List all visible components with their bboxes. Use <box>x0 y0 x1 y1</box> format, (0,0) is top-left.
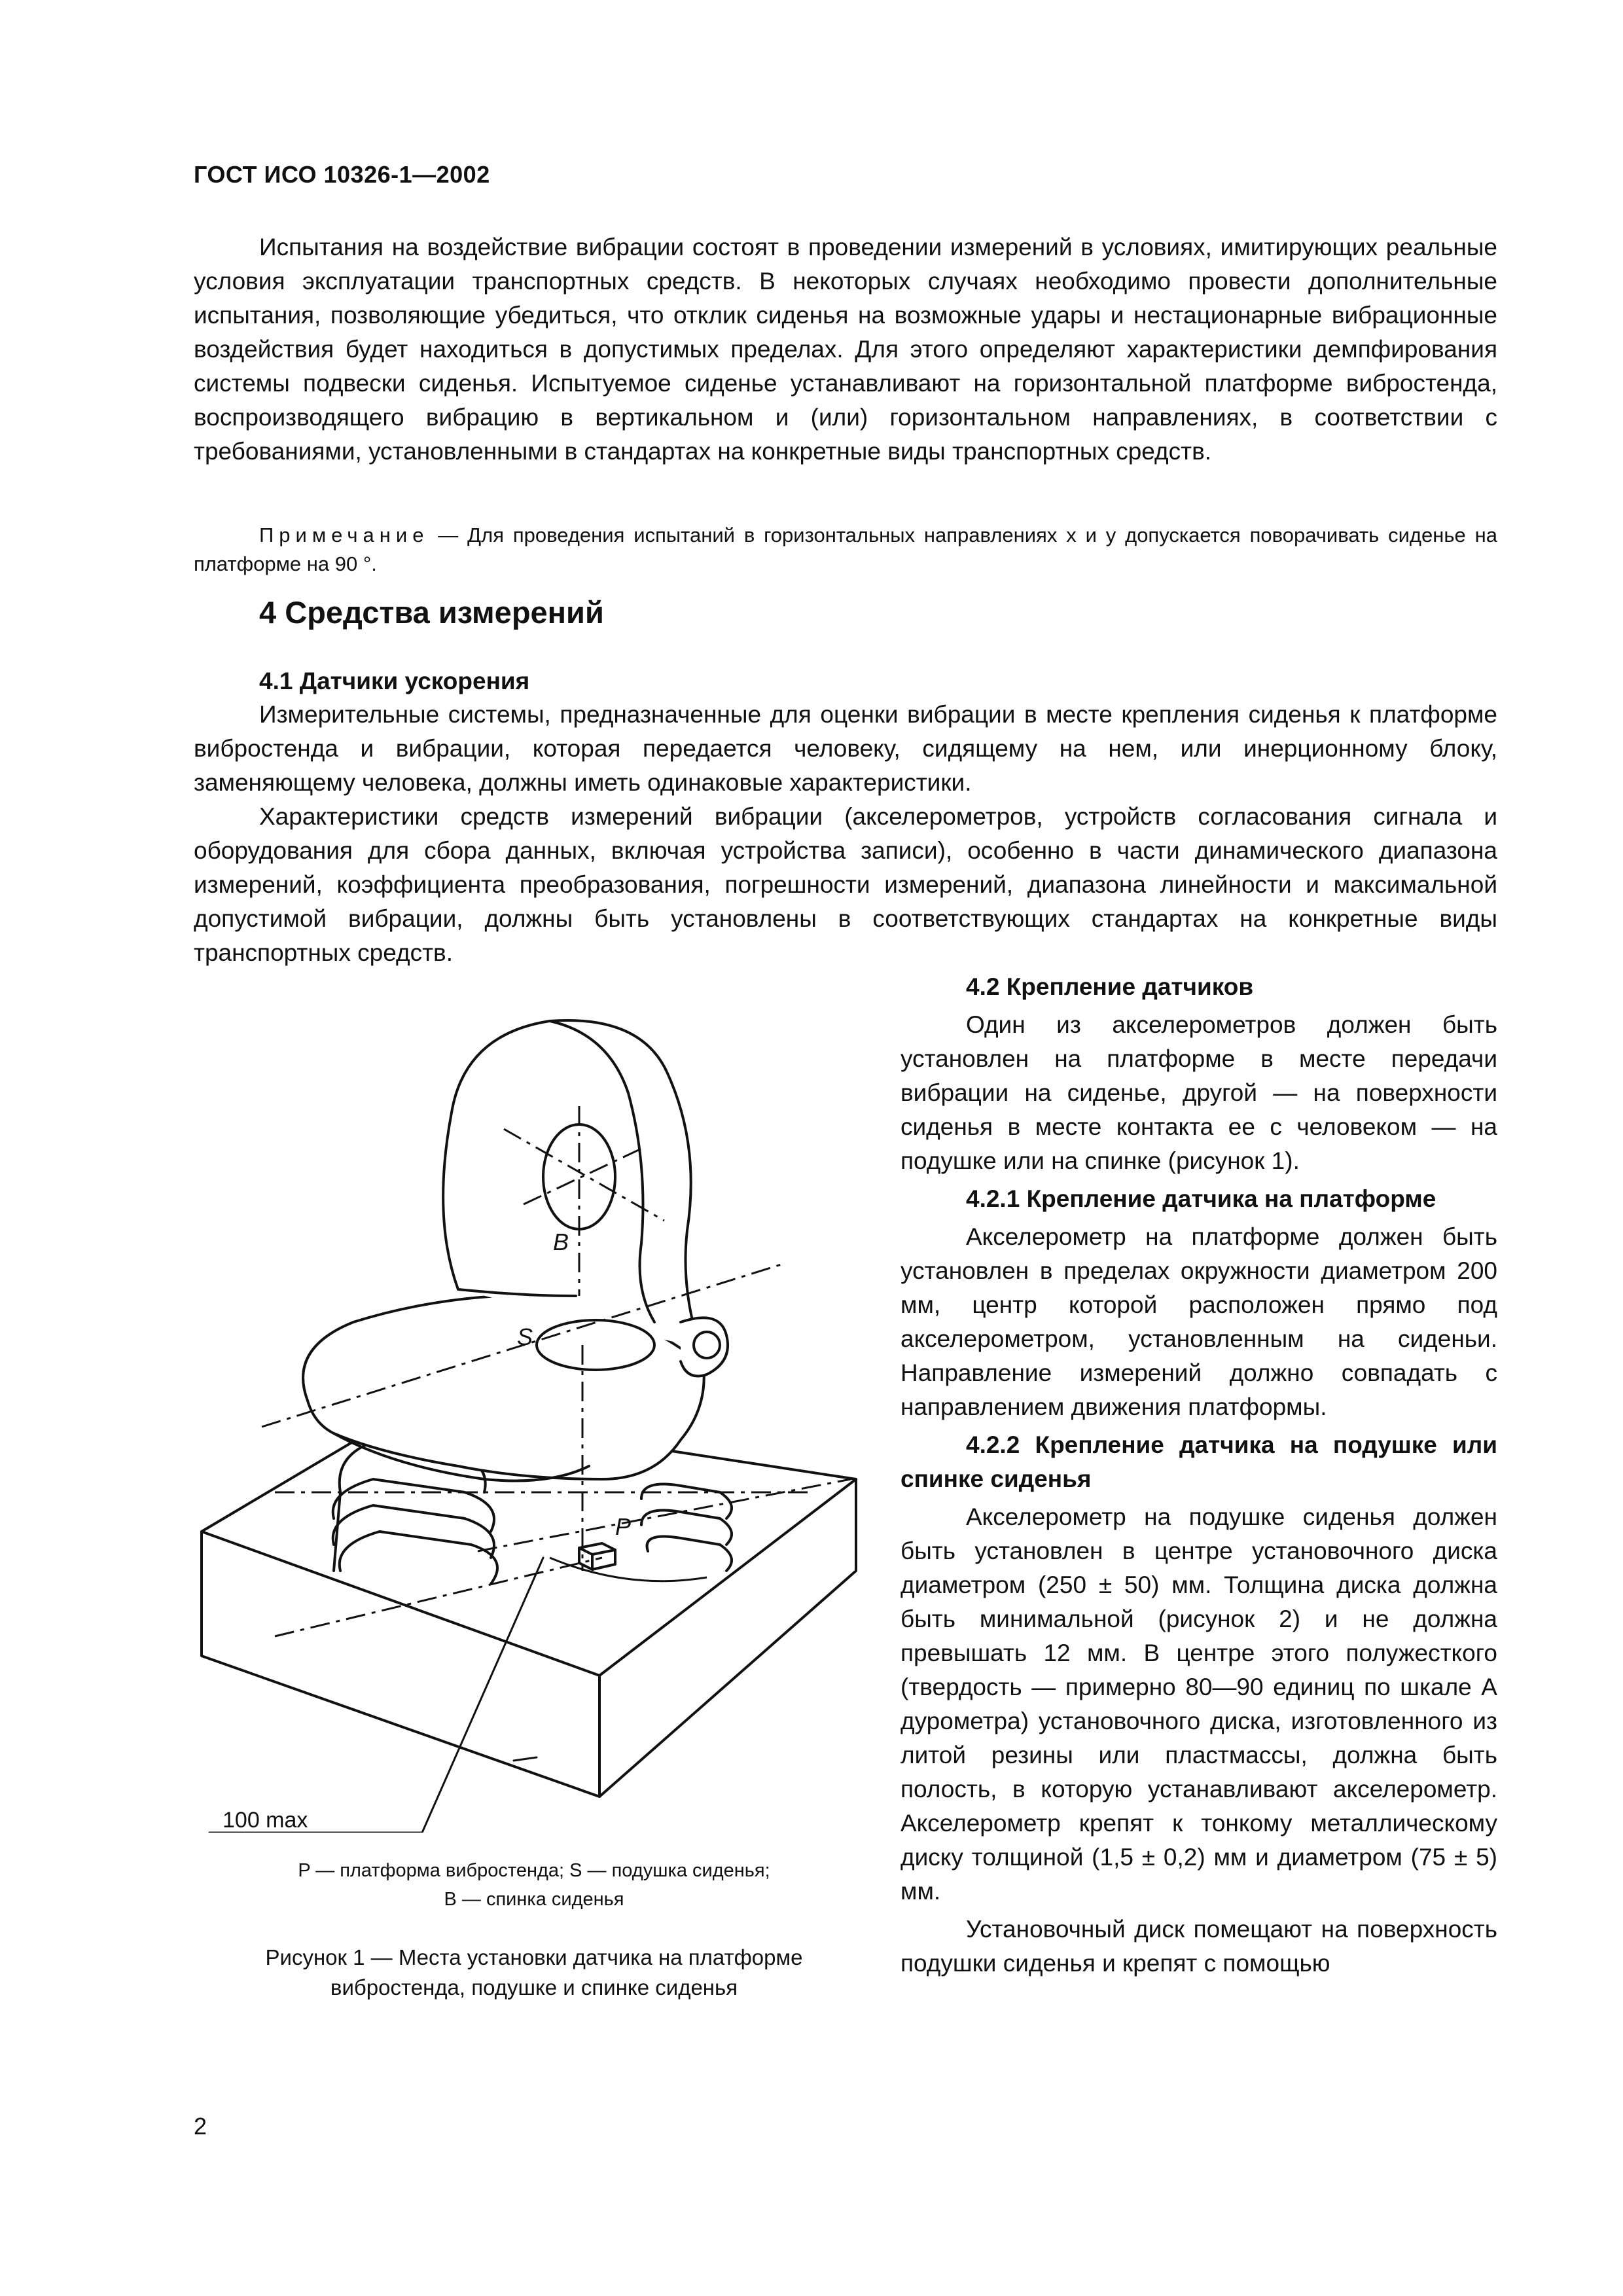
section-4-2-heading: 4.2 Крепление датчиков <box>966 973 1254 1000</box>
standard-header: ГОСТ ИСО 10326-1—2002 <box>194 161 490 188</box>
section-4-2-1-heading: 4.2.1 Крепление датчика на платформе <box>966 1185 1436 1212</box>
dimension-label: 100 max <box>223 1808 308 1833</box>
label-s: S <box>517 1323 533 1350</box>
note-label: Примечание <box>259 524 429 547</box>
section-4-2-1-paragraph: Акселерометр на платформе должен быть установлен в пределах окружности диаметром 200 мм, центр которой расположен прямо под акселерометром, установленным на сиденьи. Направление измерений должно совпадать с направлением движения платформы. <box>901 1223 1497 1420</box>
section-4-2-paragraph: Один из акселерометров должен быть установлен на платформе в месте передачи вибрации на сиденье, другой — на поверхности сиденья в месте контакта ее с человеком — на подушке или на спинке (рисунок 1). <box>901 1011 1497 1174</box>
section-4-2-2-paragraph-2: Установочный диск помещают на поверхность подушки сиденья и крепят с помощью <box>901 1916 1497 1977</box>
legend-line-2: B — спинка сиденья <box>444 1889 624 1910</box>
note-text: — Для проведения испытаний в горизонтальных направлениях x и y допускается поворачивать сиденье на платформе на 90 °. <box>194 524 1497 575</box>
section-4-1-body <box>194 698 1497 970</box>
section-4-2-2-paragraph-1: Акселерометр на подушке сиденья должен быть установлен в центре установочного диска диаметром (250 ± 50) мм. Толщина диска должна быть минимальной (рисунок 2) и не должна превышать 12 мм. В центре этого полужесткого (твердость — примерно 80—90 единиц по шкале A дурометра) установочного диска, изготовленного из литой резины или пластмассы, должна быть полость, в которую устанавливают акселерометр. Акселерометр крепят к тонкому металлическому диску толщиной (1,5 ± 0,2) мм и диаметром (75 ± 5) мм. <box>901 1503 1497 1905</box>
intro-text: Испытания на воздействие вибрации состоят в проведении измерений в условиях, имитирующих реальные условия эксплуатации транспортных средств. В некоторых случаях необходимо провести дополнительные испытания, позволяющие убедиться, что отклик сиденья на возможные удары и нестационарные вибрационные воздействия будет находиться в допустимых пределах. Для этого определяют характеристики демпфирования системы подвески сиденья. Испытуемое сиденье устанавливают на горизонтальной платформе вибростенда, воспроизводящего вибрацию в вертикальном и (или) горизонтальном направлениях, в соответствии с требованиями, установленными в стандартах на конкретные виды транспортных средств. <box>194 234 1497 465</box>
legend-line-1: P — платформа вибростенда; S — подушка сиденья; <box>298 1860 770 1881</box>
note <box>194 521 1497 579</box>
seat-diagram <box>183 982 877 1833</box>
page-number: 2 <box>194 2113 207 2140</box>
section-4-1-paragraph-1: Измерительные системы, предназначенные для оценки вибрации в месте крепления сиденья к платформе вибростенда и вибрации, которая передается человеку, сидящему на нем, или инерционному блоку, заменяющему человека, должны иметь одинаковые характеристики. <box>194 701 1497 796</box>
section-4-2-2-heading: 4.2.2 Крепление датчика на подушке или спинке сиденья <box>901 1431 1497 1492</box>
right-column <box>901 970 1497 1984</box>
section-4-heading: 4 Средства измерений <box>259 595 604 630</box>
caption-line-2: вибростенда, подушке и спинке сиденья <box>330 1975 738 2000</box>
section-4-1-heading: 4.1 Датчики ускорения <box>259 668 530 694</box>
caption-line-1: Рисунок 1 — Места установки датчика на платформе <box>265 1945 803 1969</box>
label-b: B <box>553 1229 569 1255</box>
figure-legend <box>194 1856 874 1914</box>
section-4-1-paragraph-2: Характеристики средств измерений вибрации (акселерометров, устройств согласования сигнала и оборудования для сбора данных, включая устройства записи), особенно в части динамического диапазона измерений, коэффициента преобразования, погрешности измерений, диапазона линейности и максимальной допустимой вибрации, должны быть установлены в соответствующих стандартах на конкретные виды транспортных средств. <box>194 803 1497 966</box>
figure-caption <box>194 1943 874 2003</box>
label-p: P <box>615 1513 632 1540</box>
intro-paragraph <box>194 230 1497 469</box>
